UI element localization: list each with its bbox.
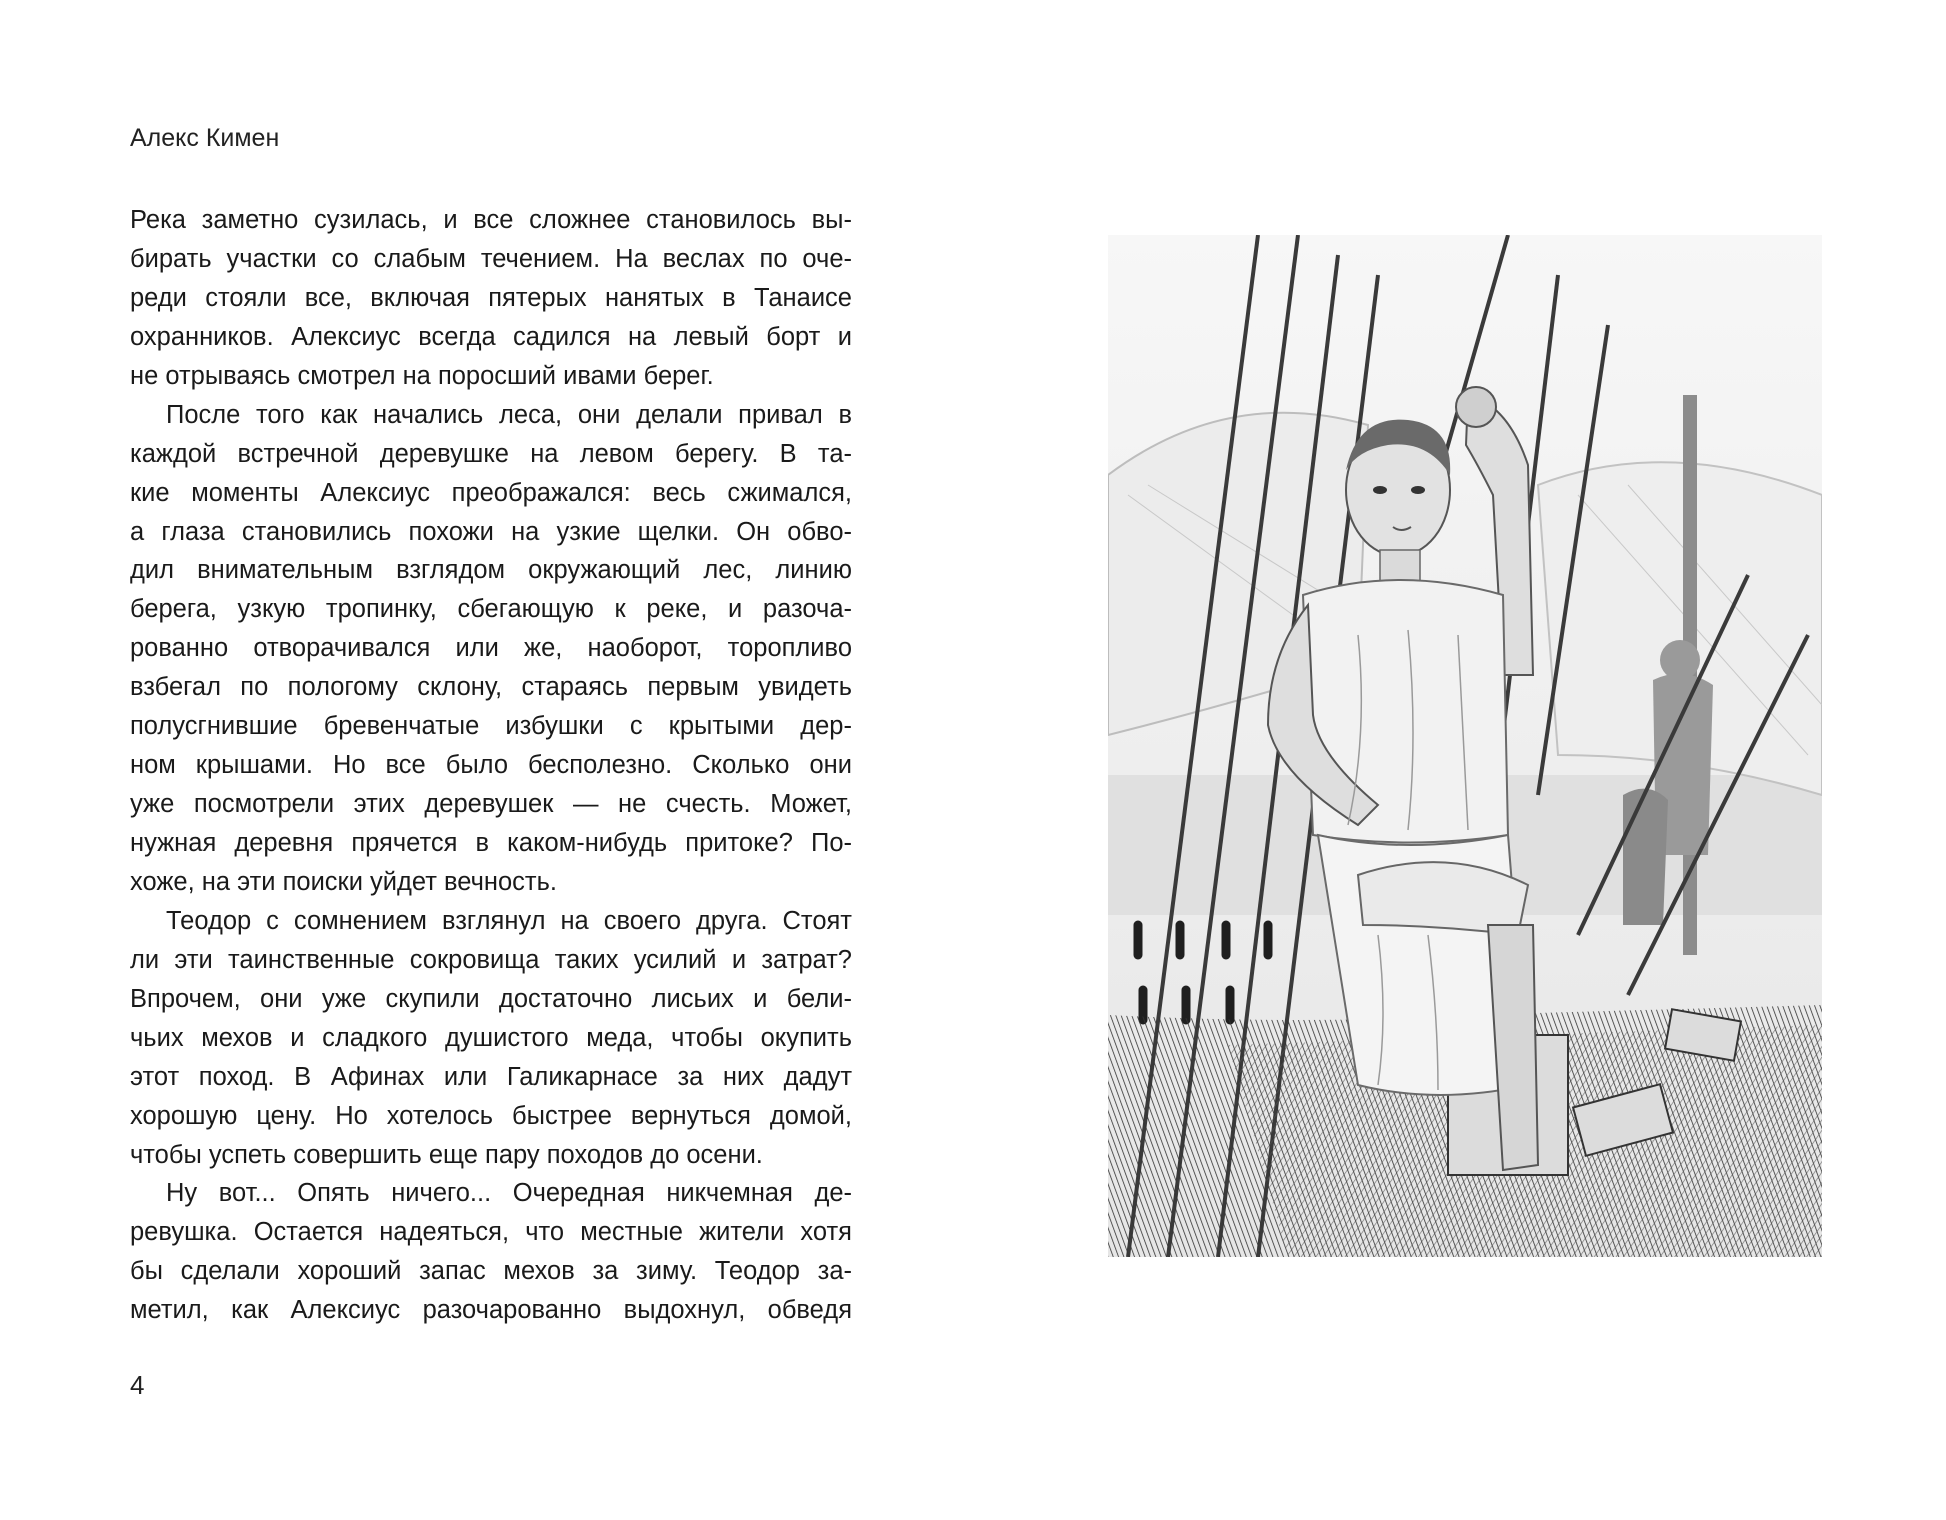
text-line: чтобы успеть совершить еще пару походов до осени.	[130, 1140, 763, 1169]
text-line: ревушка. Остается надеяться, что местные жители хотя	[130, 1218, 852, 1247]
ship-illustration	[1108, 235, 1822, 1257]
body-text	[130, 201, 852, 1330]
text-line: ли эти таинственные сокровища таких усилий и затрат?	[130, 945, 852, 974]
text-line: хорошую цену. Но хотелось быстрее вернуться домой,	[130, 1101, 852, 1130]
text-line: рованно отворачивался или же, наоборот, торопливо	[130, 634, 852, 663]
text-line: охранников. Алексиус всегда садился на левый борт и	[130, 322, 852, 351]
text-line: бы сделали хороший запас мехов за зиму. Теодор за-	[130, 1257, 852, 1286]
text-line: Впрочем, они уже скупили достаточно лисьих и бели-	[130, 984, 852, 1013]
text-line: берега, узкую тропинку, сбегающую к реке, и разоча-	[130, 595, 852, 624]
text-line: реди стояли все, включая пятерых нанятых в Танаисе	[130, 283, 852, 312]
text-line: каждой встречной деревушке на левом берегу. В та-	[130, 439, 852, 468]
text-line: а глаза становились похожи на узкие щелки. Он обво-	[130, 517, 852, 546]
text-line: этот поход. В Афинах или Галикарнасе за них дадут	[130, 1062, 852, 1091]
page-number: 4	[130, 1370, 145, 1400]
text-line: кие моменты Алексиус преображался: весь сжимался,	[130, 478, 852, 507]
running-head-author: Алекс Кимен	[130, 124, 280, 152]
text-line: дил внимательным взглядом окружающий лес, линию	[130, 556, 852, 585]
text-line: Река заметно сузилась, и все сложнее становилось вы-	[130, 206, 852, 234]
text-line: нужная деревня прячется в каком-нибудь притоке? По-	[130, 829, 852, 857]
text-line: бирать участки со слабым течением. На веслах по оче-	[130, 244, 852, 273]
text-line: хоже, на эти поиски уйдет вечность.	[130, 867, 557, 896]
text-line: метил, как Алексиус разочарованно выдохнул, обведя	[130, 1296, 852, 1325]
text-line: Ну вот... Опять ничего... Очередная никчемная де-	[166, 1179, 852, 1208]
text-line: чьих мехов и сладкого душистого меда, чтобы окупить	[130, 1023, 852, 1052]
text-line: После того как начались леса, они делали привал в	[166, 400, 852, 429]
text-line: уже посмотрели этих деревушек — не счесть. Может,	[130, 790, 852, 819]
text-line: Теодор с сомнением взглянул на своего друга. Стоят	[166, 906, 852, 935]
text-line: не отрываясь смотрел на поросший ивами берег.	[130, 361, 714, 390]
text-line: ном крышами. Но все было бесполезно. Сколько они	[130, 751, 852, 780]
text-line: взбегал по пологому склону, стараясь первым увидеть	[130, 673, 852, 702]
text-line: полусгнившие бревенчатые избушки с крытыми дер-	[130, 712, 852, 741]
